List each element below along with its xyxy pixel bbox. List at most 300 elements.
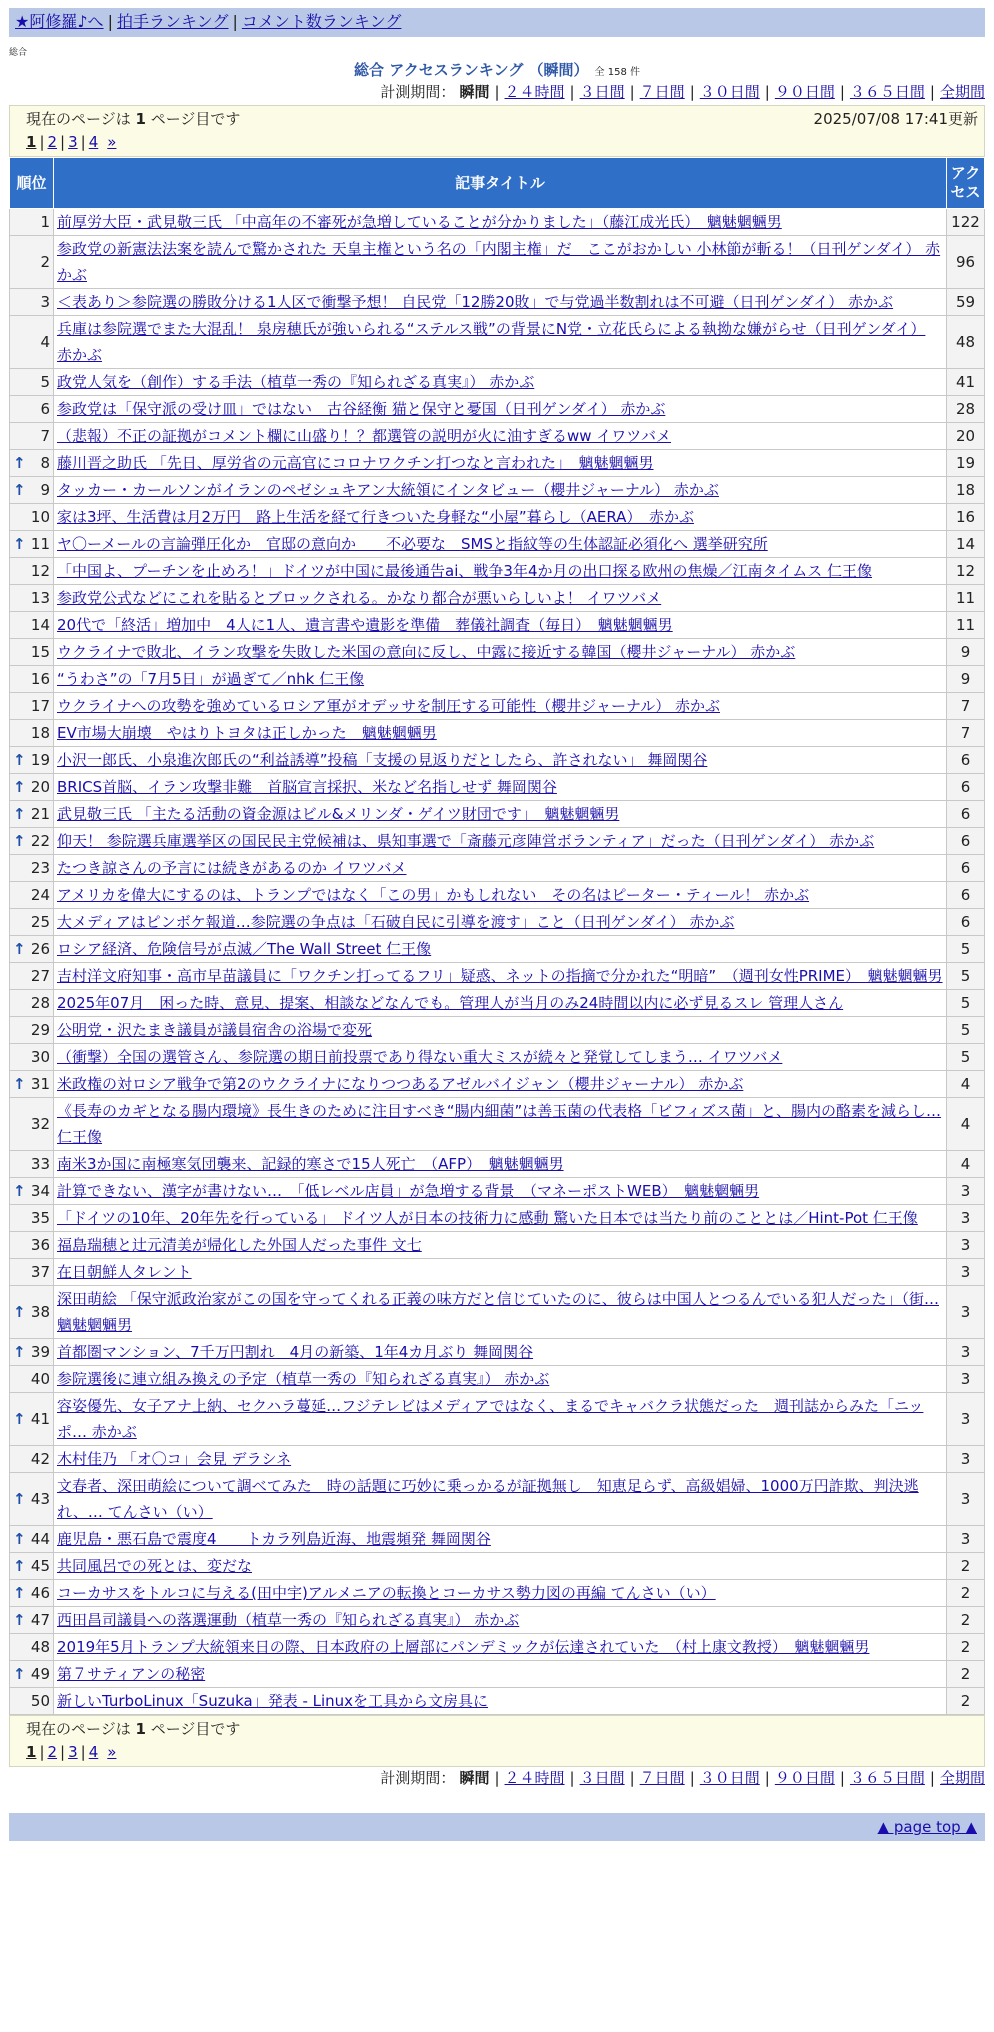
rank-cell [10,1098,54,1151]
period-option-4[interactable]: ３０日間 [699,1769,760,1787]
access-count: 6 [947,882,985,909]
rank-number: 19 [30,751,50,769]
header-title: 記事タイトル [54,158,947,209]
rank-number: 30 [30,1048,50,1066]
table-row [10,774,985,801]
rank-cell [10,801,54,828]
rank-cell [10,209,54,236]
article-link[interactable]: 福島瑞穂と辻元清美が帰化した外国人だった事件 文七 [57,1236,422,1254]
table-row [10,720,985,747]
article-link[interactable]: 2019年5月トランプ大統領来日の際、日本政府の上層部にパンデミックが伝達されていた （村上康文教授） 魑魅魍魎男 [57,1638,870,1656]
period-separator: | [764,1769,770,1787]
access-count: 122 [947,209,985,236]
table-row [10,1553,985,1580]
article-link[interactable]: コーカサスをトルコに与える(田中宇)アルメニアの転換とコーカサス勢力図の再編 てんさい（い） [57,1584,716,1602]
article-link[interactable]: 政党人気を（創作）する手法（植草一秀の『知られざる真実』） 赤かぶ [57,373,535,391]
page-separator: | [60,1743,66,1761]
article-link[interactable]: 共同風呂での死とは、変だな [57,1557,253,1575]
period-option-2[interactable]: ３日間 [579,83,625,101]
period-separator: | [689,1769,695,1787]
title-cell [54,747,947,774]
title-cell [54,1339,947,1366]
table-row [10,1232,985,1259]
page-link-3[interactable]: 3 [68,133,78,151]
table-row [10,1178,985,1205]
table-row [10,289,985,316]
article-link[interactable]: 参院選後に連立組み換えの予定（植草一秀の『知られざる真実』） 赤かぶ [57,1370,550,1388]
access-count: 5 [947,1017,985,1044]
table-row [10,990,985,1017]
access-count: 2 [947,1634,985,1661]
table-row [10,1044,985,1071]
period-option-2[interactable]: ３日間 [579,1769,625,1787]
article-link[interactable]: 兵庫は参院選でまた大混乱！ 泉房穂氏が強いられる“ステルス戦”の背景にN党・立花氏らによる執拗な嫌がらせ（日刊ゲンダイ） 赤かぶ [57,320,926,364]
access-count: 11 [947,612,985,639]
rank-number: 42 [30,1450,50,1468]
title-cell [54,450,947,477]
table-row [10,1446,985,1473]
article-link[interactable]: 第７サティアンの秘密 [57,1665,206,1683]
rank-number: 11 [30,535,50,553]
period-option-1[interactable]: ２４時間 [504,83,565,101]
rank-number: 5 [40,373,50,391]
access-count: 3 [947,1366,985,1393]
table-row [10,963,985,990]
table-row [10,396,985,423]
rank-number: 27 [30,967,50,985]
rank-number: 38 [30,1303,50,1321]
title-cell [54,990,947,1017]
table-row [10,882,985,909]
table-row [10,1205,985,1232]
article-link[interactable]: 《長寿のカギとなる腸内環境》長生きのために注目すべき“腸内細菌”は善玉菌の代表格「ビフィズス菌」と、腸内の酪素を減らし… 仁王像 [57,1102,942,1146]
article-link[interactable]: 西田昌司議員への落選運動（植草一秀の『知られざる真実』） 赤かぶ [57,1611,520,1629]
table-row [10,1607,985,1634]
page-link-4[interactable]: 4 [88,133,99,151]
table-row [10,1071,985,1098]
title-cell [54,1526,947,1553]
access-count: 16 [947,504,985,531]
article-link[interactable]: 「ドイツの10年、20年先を行っている」 ドイツ人が日本の技術力に感動 驚いた日本では当たり前のこととは／Hint-Pot 仁王像 [57,1209,918,1227]
article-link[interactable]: （悲報）不正の証拠がコメント欄に山盛り！？都選管の説明が火に油すぎるww イワツバメ [57,427,672,445]
article-link[interactable]: 小沢一郎氏、小泉進次郎氏の“利益誘導”投稿「支援の見返りだとしたら、許されない」 舞岡関谷 [57,751,708,769]
title-cell [54,909,947,936]
rank-cell [10,1286,54,1339]
table-row [10,477,985,504]
current-page-text: 現在のページは 1 ページ目です [26,110,241,128]
article-link[interactable]: 吉村洋文府知事・高市早苗議員に「ワクチン打ってるフリ」疑惑、ネットの指摘で分かれた“明暗” （週刊女性PRIME） 魑魅魍魎男 [57,967,943,985]
title-cell [54,504,947,531]
clap-ranking-link[interactable]: 拍手ランキング [116,12,229,31]
article-link[interactable]: “うわさ”の「7月5日」が過ぎて／nhk 仁王像 [57,670,365,688]
period-separator: | [629,83,635,101]
period-option-5[interactable]: ９０日間 [774,83,835,101]
title-cell [54,855,947,882]
rank-cell [10,289,54,316]
period-option-0: 瞬間 [459,83,490,101]
rank-up-arrow-icon: ↑ [13,1343,26,1361]
article-link[interactable]: 在日朝鮮人タレント [57,1263,192,1281]
rank-cell [10,666,54,693]
rank-cell [10,396,54,423]
access-count: 3 [947,1473,985,1526]
rank-number: 44 [30,1530,50,1548]
rank-up-arrow-icon: ↑ [13,1490,26,1508]
period-option-3[interactable]: ７日間 [639,1769,685,1787]
article-link[interactable]: 南米3か国に南極寒気団襲来、記録的寒さで15人死亡 （AFP） 魑魅魍魎男 [57,1155,564,1173]
title-cell [54,963,947,990]
page-link-1: 1 [26,133,37,151]
rank-number: 41 [30,1410,50,1428]
rank-cell [10,1366,54,1393]
page-separator: | [39,133,45,151]
access-count: 59 [947,289,985,316]
next-page-link[interactable]: » [107,133,117,151]
article-link[interactable]: 「中国よ、プーチンを止めろ！」ドイツが中国に最後通告ai、戦争3年4か月の出口探る欧州の焦燥／江南タイムス 仁王像 [57,562,872,580]
article-link[interactable]: タッカー・カールソンがイランのペゼシュキアン大統領にインタビュー（櫻井ジャーナル） 赤かぶ [57,481,719,499]
article-link[interactable]: ウクライナへの攻勢を強めているロシア軍がオデッサを制圧する可能性（櫻井ジャーナル） 赤かぶ [57,697,720,715]
article-link[interactable]: 鹿児島・悪石島で震度4 トカラ列島近海、地震頻発 舞岡関谷 [57,1530,491,1548]
title-cell [54,316,947,369]
title-cell [54,1205,947,1232]
title-cell [54,612,947,639]
article-link[interactable]: BRICS首脳、イラン攻撃非難 首脳宣言採択、米など名指しせず 舞岡関谷 [57,778,557,796]
table-row [10,1580,985,1607]
table-row [10,1473,985,1526]
article-link[interactable]: 参政党は「保守派の受け皿」ではない 古谷経衡 猫と保守と憂国（日刊ゲンダイ） 赤かぶ [57,400,666,418]
rank-up-arrow-icon: ↑ [13,1182,26,1200]
rank-cell [10,423,54,450]
page-links [26,1741,978,1764]
rank-cell [10,882,54,909]
table-row [10,666,985,693]
page-separator: | [80,1743,86,1761]
rank-number: 28 [30,994,50,1012]
table-row [10,639,985,666]
page-separator: | [80,133,86,151]
table-row [10,558,985,585]
title-cell [54,423,947,450]
page-link-2[interactable]: 2 [47,133,58,151]
period-separator: | [569,1769,575,1787]
title-cell [54,236,947,289]
access-count: 6 [947,801,985,828]
access-count: 3 [947,1205,985,1232]
article-link[interactable]: たつき諒さんの予言には続きがあるのか イワツバメ [57,859,407,877]
page-title [0,59,994,81]
table-row [10,693,985,720]
article-link[interactable]: 参政党公式などにこれを貼るとブロックされる。かなり都合が悪いらしいよ！ イワツバメ [57,589,662,607]
title-cell [54,1473,947,1526]
rank-number: 43 [30,1490,50,1508]
article-link[interactable]: 仰天！ 参院選兵庫選挙区の国民民主党候補は、県知事選で「斎藤元彦陣営ボランティア」だった（日刊ゲンダイ） 赤かぶ [57,832,875,850]
nav-separator: | [232,12,238,31]
article-link[interactable]: 計算できない、漢字が書けない… 「低レベル店員」が急増する背景 （マネーポストWEB） 魑魅魍魎男 [57,1182,760,1200]
title-cell [54,558,947,585]
rank-cell [10,558,54,585]
title-cell [54,477,947,504]
title-cell [54,1098,947,1151]
period-option-7[interactable]: 全期間 [939,83,985,101]
access-count: 4 [947,1151,985,1178]
rank-up-arrow-icon: ↑ [13,535,26,553]
total-count: 全 158 件 [594,67,640,78]
access-count: 3 [947,1178,985,1205]
access-count: 6 [947,909,985,936]
article-link[interactable]: 文春者、深田萌絵について調べてみた 時の話題に巧妙に乗っかるが証拠無し 知恵足らず、高級娼婦、1000万円詐欺、判決逃れ、… てんさい（い） [57,1477,919,1521]
title-cell [54,882,947,909]
page-link-4[interactable]: 4 [88,1743,99,1761]
access-count: 5 [947,936,985,963]
rank-cell [10,1446,54,1473]
table-row [10,369,985,396]
title-cell [54,1688,947,1715]
period-option-5[interactable]: ９０日間 [774,1769,835,1787]
page-separator: | [39,1743,45,1761]
access-count: 19 [947,450,985,477]
access-count: 14 [947,531,985,558]
access-count: 41 [947,369,985,396]
table-row [10,1661,985,1688]
article-link[interactable]: ロシア経済、危険信号が点滅／The Wall Street 仁王像 [57,940,432,958]
access-count: 96 [947,236,985,289]
rank-number: 31 [30,1075,50,1093]
rank-up-arrow-icon: ↑ [13,1611,26,1629]
period-option-6[interactable]: ３６５日間 [849,1769,925,1787]
period-separator: | [929,1769,935,1787]
article-link[interactable]: 武見敬三氏 「主たる活動の資金源はビル&メリンダ・ゲイツ財団です」 魑魅魍魎男 [57,805,620,823]
rank-number: 49 [30,1665,50,1683]
rank-cell [10,1071,54,1098]
table-row [10,1634,985,1661]
title-cell [54,396,947,423]
rank-number: 4 [40,333,50,351]
rank-cell [10,1339,54,1366]
access-count: 4 [947,1098,985,1151]
table-row [10,585,985,612]
title-cell [54,1017,947,1044]
table-row [10,1017,985,1044]
rank-number: 32 [30,1115,50,1133]
article-link[interactable]: 新しいTurboLinux「Suzuka」発表 - Linuxを工具から文房具に [57,1692,489,1710]
article-link[interactable]: ウクライナで敗北、イラン攻撃を失敗した米国の意向に反し、中露に接近する韓国（櫻井ジャーナル） 赤かぶ [57,643,796,661]
rank-cell [10,612,54,639]
article-link[interactable]: アメリカを偉大にするのは、トランプではなく「この男」かもしれない その名はピーター・ティール！ 赤かぶ [57,886,810,904]
article-link[interactable]: 首都圏マンション、7千万円割れ 4月の新築、1年4カ月ぶり 舞岡関谷 [57,1343,534,1361]
access-count: 6 [947,774,985,801]
period-separator: | [839,83,845,101]
rank-number: 45 [30,1557,50,1575]
rank-up-arrow-icon: ↑ [13,832,26,850]
rank-up-arrow-icon: ↑ [13,1075,26,1093]
article-link[interactable]: 前厚労大臣・武見敬三氏 「中高年の不審死が急増していることが分かりました」（藤江成光氏） 魑魅魍魎男 [57,213,782,231]
access-count: 2 [947,1580,985,1607]
rank-number: 9 [40,481,50,499]
rank-cell [10,1017,54,1044]
rank-cell [10,828,54,855]
table-row [10,801,985,828]
table-row [10,828,985,855]
article-link[interactable]: 2025年07月 困った時、意見、提案、相談などなんでも。管理人が当月のみ24時間以内に必ず見るスレ 管理人さん [57,994,844,1012]
table-row [10,747,985,774]
rank-cell [10,1205,54,1232]
table-row [10,209,985,236]
page-link-1: 1 [26,1743,37,1761]
rank-up-arrow-icon: ↑ [13,1665,26,1683]
access-count: 3 [947,1339,985,1366]
access-count: 3 [947,1393,985,1446]
access-count: 3 [947,1446,985,1473]
rank-cell [10,369,54,396]
rank-cell [10,1473,54,1526]
bottom-bar [9,1813,985,1841]
access-count: 6 [947,855,985,882]
table-row [10,1286,985,1339]
title-cell [54,828,947,855]
rank-cell [10,855,54,882]
article-link[interactable]: 米政権の対ロシア戦争で第2のウクライナになりつつあるアゼルバイジャン（櫻井ジャーナル） 赤かぶ [57,1075,744,1093]
top-nav-bar [9,8,985,37]
rank-number: 3 [40,293,50,311]
title-cell [54,1232,947,1259]
rank-up-arrow-icon: ↑ [13,940,26,958]
comment-ranking-link[interactable]: コメント数ランキング [241,12,402,31]
rank-cell [10,1232,54,1259]
rank-up-arrow-icon: ↑ [13,1584,26,1602]
period-option-1[interactable]: ２４時間 [504,1769,565,1787]
pager-bottom [9,1715,985,1767]
article-link[interactable]: 藤川晋之助氏 「先日、厚労省の元高官にコロナワクチン打つなと言われた」 魑魅魍魎男 [57,454,654,472]
period-separator: | [629,1769,635,1787]
period-separator: | [569,83,575,101]
rank-up-arrow-icon: ↑ [13,1557,26,1575]
rank-number: 36 [30,1236,50,1254]
rank-cell [10,504,54,531]
access-count: 2 [947,1553,985,1580]
header-access: アクセス [947,158,985,209]
table-row [10,531,985,558]
access-count: 4 [947,1071,985,1098]
rank-up-arrow-icon: ↑ [13,1410,26,1428]
rank-cell [10,1178,54,1205]
home-link[interactable]: ★阿修羅♪へ [15,12,104,31]
rank-cell [10,477,54,504]
title-cell [54,1607,947,1634]
article-link[interactable]: 参政党の新憲法法案を読んで驚かされた 天皇主権という名の「内閣主権」だ ここがおかしい 小林節が斬る！（日刊ゲンダイ） 赤かぶ [57,240,941,284]
page-top-link[interactable]: ▲ page top ▲ [877,1818,977,1836]
rank-number: 8 [40,454,50,472]
title-cell [54,1661,947,1688]
access-count: 7 [947,693,985,720]
article-link[interactable]: 深田萌絵 「保守派政治家がこの国を守ってくれる正義の味方だと信じていたのに、彼らは中国人とつるんでいる犯人だった」（街… 魑魅魍魎男 [57,1290,939,1334]
table-row [10,450,985,477]
rank-number: 6 [40,400,50,418]
page-link-2[interactable]: 2 [47,1743,58,1761]
article-link[interactable]: ＜表あり＞参院選の勝敗分ける1人区で衝撃予想！ 自民党「12勝20敗」で与党過半数割れは不可避（日刊ゲンダイ） 赤かぶ [57,293,894,311]
rank-number: 26 [30,940,50,958]
article-link[interactable]: 大メディアはピンボケ報道…参院選の争点は「石破自民に引導を渡す」こと（日刊ゲンダイ） 赤かぶ [57,913,735,931]
rank-number: 16 [30,670,50,688]
rank-up-arrow-icon: ↑ [13,805,26,823]
table-row [10,316,985,369]
period-option-0: 瞬間 [459,1769,490,1787]
period-separator: | [929,83,935,101]
access-count: 5 [947,963,985,990]
period-option-3[interactable]: ７日間 [639,83,685,101]
pager-top [9,105,985,157]
rank-cell [10,1526,54,1553]
article-link[interactable]: 木村佳乃 「オ〇コ」会見 デラシネ [57,1450,292,1468]
rank-number: 33 [30,1155,50,1173]
rank-cell [10,909,54,936]
rank-number: 22 [30,832,50,850]
header-rank: 順位 [10,158,54,209]
rank-cell [10,1661,54,1688]
rank-up-arrow-icon: ↑ [13,481,26,499]
access-count: 2 [947,1661,985,1688]
page-link-3[interactable]: 3 [68,1743,78,1761]
period-option-4[interactable]: ３０日間 [699,83,760,101]
rank-up-arrow-icon: ↑ [13,454,26,472]
access-count: 6 [947,828,985,855]
article-link[interactable]: 公明党・沢たまき議員が議員宿舎の浴場で変死 [57,1021,373,1039]
period-option-7[interactable]: 全期間 [939,1769,985,1787]
title-cell [54,936,947,963]
rank-cell [10,936,54,963]
period-separator: | [764,83,770,101]
article-link[interactable]: EV市場大崩壊 やはりトヨタは正しかった 魑魅魍魎男 [57,724,437,742]
page-links [26,131,978,154]
rank-cell [10,236,54,289]
rank-number: 39 [30,1343,50,1361]
article-link[interactable]: 20代で「終活」増加中 4人に1人、遺言書や遺影を準備 葬儀社調査（毎日） 魑魅魍魎男 [57,616,673,634]
title-cell [54,585,947,612]
title-cell [54,1580,947,1607]
table-row [10,1366,985,1393]
title-cell [54,289,947,316]
title-cell [54,720,947,747]
period-separator: | [494,83,500,101]
table-row [10,1259,985,1286]
title-cell [54,1178,947,1205]
access-count: 28 [947,396,985,423]
rank-number: 24 [30,886,50,904]
current-page-text: 現在のページは 1 ページ目です [26,1720,241,1738]
next-page-link[interactable]: » [107,1743,117,1761]
title-cell [54,774,947,801]
period-separator: | [494,1769,500,1787]
period-selector-top [0,81,994,105]
article-link[interactable]: ヤ〇ーメールの言論弾圧化か 官邸の意向か 不必要な SMSと指紋等の生体認証必須化へ 選挙研究所 [57,535,768,553]
rank-cell [10,1151,54,1178]
rank-number: 34 [30,1182,50,1200]
article-link[interactable]: 容姿優先、女子アナ上納、セクハラ蔓延…フジテレビはメディアではなく、まるでキャバクラ状態だった 週刊誌からみた「ニッポ… 赤かぶ [57,1397,924,1441]
access-count: 9 [947,666,985,693]
article-link[interactable]: （衝撃）全国の選管さん、参院選の期日前投票であり得ない重大ミスが続々と発覚してしまう… イワツバメ [57,1048,783,1066]
nav-separator: | [107,12,113,31]
title-cell [54,1366,947,1393]
period-option-6[interactable]: ３６５日間 [849,83,925,101]
rank-cell [10,693,54,720]
rank-number: 10 [30,508,50,526]
article-link[interactable]: 家は3坪、生活費は月2万円 路上生活を経て行きついた身軽な“小屋”暮らし（AERA） 赤かぶ [57,508,694,526]
title-cell [54,531,947,558]
updated-timestamp: 2025/07/08 17:41更新 [813,110,978,128]
table-row [10,1098,985,1151]
rank-up-arrow-icon: ↑ [13,778,26,796]
title-cell [54,209,947,236]
rank-number: 21 [30,805,50,823]
